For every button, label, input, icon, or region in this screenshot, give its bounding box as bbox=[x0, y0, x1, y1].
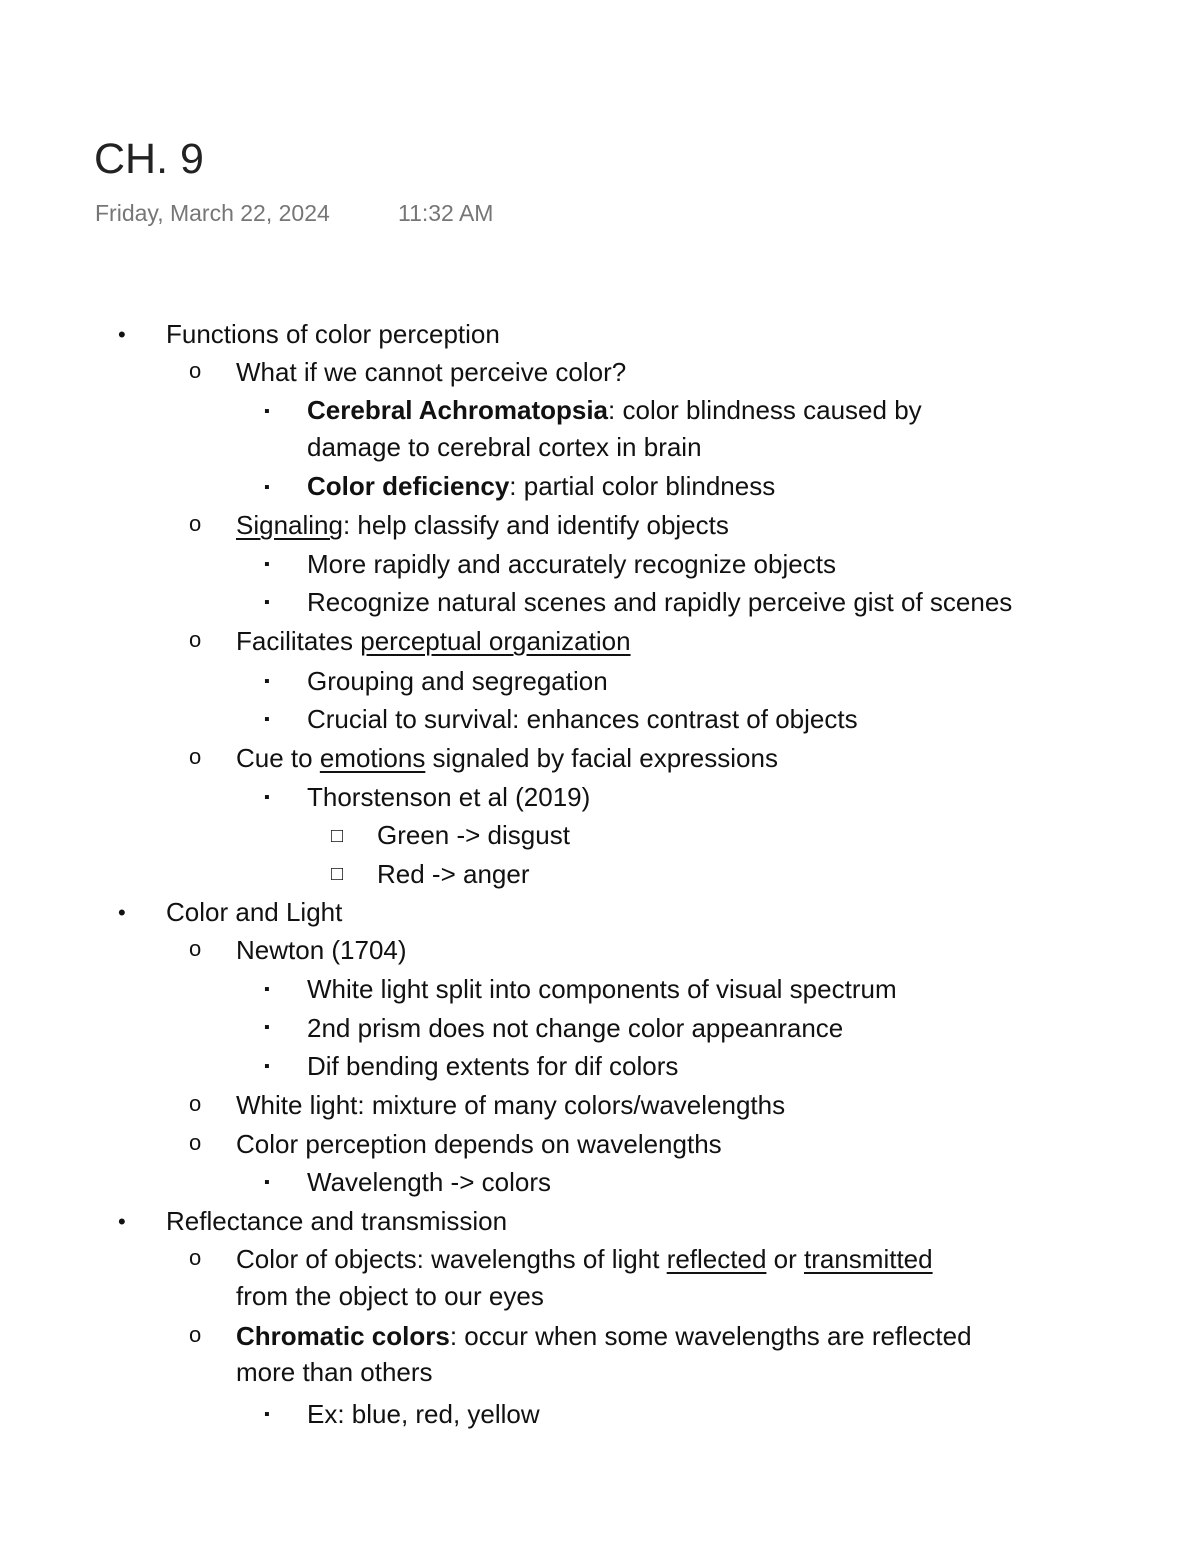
bullet-level1: • bbox=[118, 322, 126, 347]
list-item-reflectance: Reflectance and transmission bbox=[166, 1206, 508, 1236]
list-item-color-light: Color and Light bbox=[166, 897, 343, 927]
term-deficiency: Color deficiency bbox=[307, 471, 510, 501]
list-item-newton-1: White light split into components of visual spectrum bbox=[307, 974, 897, 1004]
bullet-level1: • bbox=[118, 1209, 126, 1234]
note-time: 11:32 AM bbox=[398, 200, 494, 226]
term-transmitted: transmitted bbox=[804, 1244, 933, 1274]
color-objects-prefix: Color of objects: wavelengths of light bbox=[236, 1244, 667, 1274]
bullet-level2: o bbox=[189, 1130, 202, 1155]
bullet-level2: o bbox=[189, 744, 202, 769]
term-emotions: emotions bbox=[319, 743, 426, 773]
list-item-newton-2: 2nd prism does not change color appeanrance bbox=[307, 1013, 844, 1043]
list-item-facilitates bbox=[236, 625, 631, 657]
list-item-newton: Newton (1704) bbox=[236, 935, 407, 965]
list-item-deficiency bbox=[307, 470, 775, 502]
term-perceptual-organization: perceptual organization bbox=[360, 626, 631, 656]
bullet-level2: o bbox=[189, 358, 202, 383]
bullet-level3: ▪ bbox=[264, 1019, 270, 1036]
definition-deficiency: : partial color blindness bbox=[509, 471, 776, 501]
note-date: Friday, March 22, 2024 bbox=[95, 200, 330, 226]
list-item-example: Ex: blue, red, yellow bbox=[307, 1399, 540, 1429]
list-item-achromatopsia-cont: damage to cerebral cortex in brain bbox=[307, 432, 702, 462]
term-achromatopsia: Cerebral Achromatopsia bbox=[307, 395, 609, 425]
list-item-newton-3: Dif bending extents for dif colors bbox=[307, 1051, 679, 1081]
bullet-level3: ▪ bbox=[264, 594, 270, 611]
list-item-functions: Functions of color perception bbox=[166, 319, 500, 349]
bullet-level2: o bbox=[189, 936, 202, 961]
bullet-level3: ▪ bbox=[264, 673, 270, 690]
bullet-level2: o bbox=[189, 511, 202, 536]
bullet-level2: o bbox=[189, 1322, 202, 1347]
bullet-level4: □ bbox=[331, 863, 344, 885]
list-item-green: Green -> disgust bbox=[377, 820, 570, 850]
list-item-what-if: What if we cannot perceive color? bbox=[236, 357, 627, 387]
bullet-level2: o bbox=[189, 627, 202, 652]
list-item-cue bbox=[236, 742, 778, 774]
bullet-level3: ▪ bbox=[264, 403, 270, 420]
cue-prefix: Cue to bbox=[236, 743, 320, 773]
list-item-facilitates-1: Grouping and segregation bbox=[307, 666, 608, 696]
list-item-red: Red -> anger bbox=[377, 859, 530, 889]
definition-signaling: : help classify and identify objects bbox=[342, 510, 729, 540]
bullet-level3: ▪ bbox=[264, 1058, 270, 1075]
list-item-chromatic-cont: more than others bbox=[236, 1357, 433, 1387]
definition-achromatopsia: : color blindness caused by bbox=[608, 395, 922, 425]
bullet-level2: o bbox=[189, 1245, 202, 1270]
bullet-level3: ▪ bbox=[264, 789, 270, 806]
list-item-wavelength: Wavelength -> colors bbox=[307, 1167, 551, 1197]
bullet-level1: • bbox=[118, 900, 126, 925]
bullet-level2: o bbox=[189, 1091, 202, 1116]
list-item-signaling-1: More rapidly and accurately recognize objects bbox=[307, 549, 836, 579]
color-objects-or: or bbox=[766, 1244, 804, 1274]
list-item-facilitates-2: Crucial to survival: enhances contrast of objects bbox=[307, 704, 858, 734]
list-item-thorstenson: Thorstenson et al (2019) bbox=[307, 782, 591, 812]
term-chromatic-colors: Chromatic colors bbox=[236, 1321, 450, 1351]
bullet-level3: ▪ bbox=[264, 1174, 270, 1191]
bullet-level3: ▪ bbox=[264, 981, 270, 998]
bullet-level3: ▪ bbox=[264, 479, 270, 496]
list-item-achromatopsia bbox=[307, 394, 922, 426]
list-item-signaling-2: Recognize natural scenes and rapidly perceive gist of scenes bbox=[307, 587, 1013, 617]
term-signaling: Signaling bbox=[236, 510, 343, 540]
list-item-white-light: White light: mixture of many colors/wavelengths bbox=[236, 1090, 786, 1120]
definition-chromatic: : occur when some wavelengths are reflected bbox=[449, 1321, 972, 1351]
list-item-signaling bbox=[236, 509, 729, 541]
bullet-level3: ▪ bbox=[264, 711, 270, 728]
cue-suffix: signaled by facial expressions bbox=[425, 743, 778, 773]
page-title: CH. 9 bbox=[94, 135, 204, 183]
bullet-level3: ▪ bbox=[264, 556, 270, 573]
list-item-chromatic bbox=[236, 1320, 972, 1352]
list-item-color-objects bbox=[236, 1243, 933, 1275]
list-item-color-objects-cont: from the object to our eyes bbox=[236, 1281, 544, 1311]
term-reflected: reflected bbox=[666, 1244, 767, 1274]
bullet-level4: □ bbox=[331, 825, 344, 847]
list-item-depends: Color perception depends on wavelengths bbox=[236, 1129, 722, 1159]
bullet-level3: ▪ bbox=[264, 1406, 270, 1423]
facilitates-prefix: Facilitates bbox=[236, 626, 361, 656]
